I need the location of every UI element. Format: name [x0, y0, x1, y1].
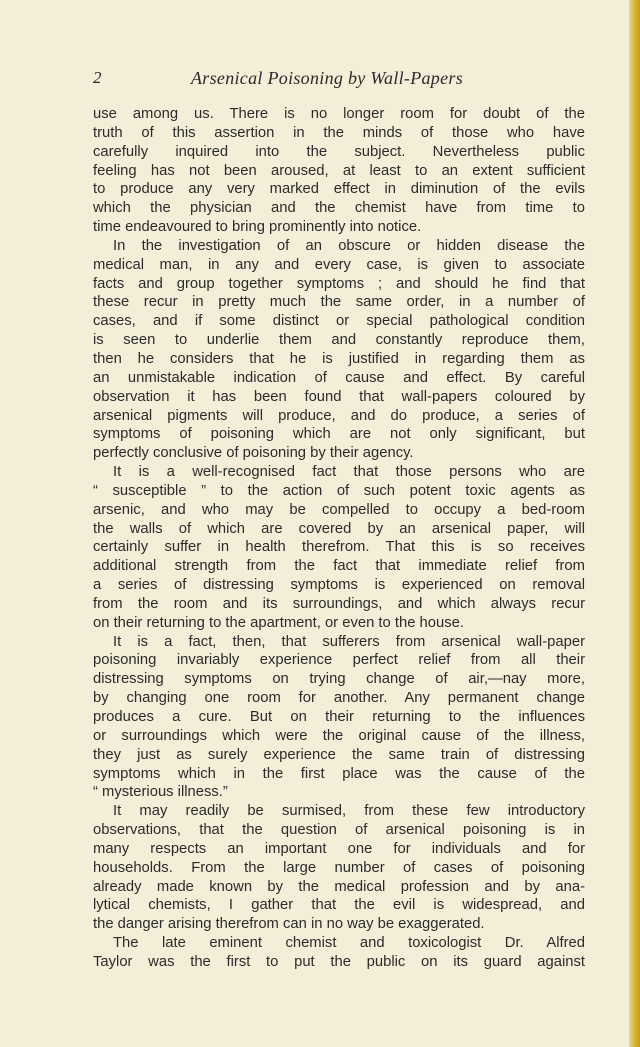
text-line: use among us. There is no longer room for doubt of the: [93, 106, 585, 122]
paragraph-start-line: It is a fact, then, that sufferers from arsenical wall-paper: [113, 633, 585, 650]
text-line: carefully inquired into the subject. Nevertheless public: [93, 143, 585, 160]
text-line: cases, and if some distinct or special pathological condition: [93, 313, 585, 330]
text-line: poisoning invariably experience perfect relief from all their: [93, 652, 585, 669]
text-line: already made known by the medical profession and by ana-: [93, 878, 585, 895]
text-line: observations, that the question of arsenical poisoning is in: [93, 822, 585, 839]
text-line: which the physician and the chemist have from time to: [93, 200, 585, 217]
text-line: truth of this assertion in the minds of those who have: [93, 124, 585, 141]
page-number: 2: [93, 68, 102, 87]
paragraph-start-line: It may readily be surmised, from these few introductory: [113, 803, 585, 820]
paragraph-start-line: In the investigation of an obscure or hidden disease the: [113, 237, 585, 254]
text-line: time endeavoured to bring prominently into notice.: [93, 219, 422, 236]
text-line: is seen to underlie them and constantly reproduce them,: [93, 332, 585, 349]
text-line: households. From the large number of cases of poisoning: [93, 859, 585, 876]
text-line: symptoms of poisoning which are not only significant, but: [93, 426, 585, 443]
paragraph-start-line: It is a well-recognised fact that those persons who are: [113, 464, 585, 481]
text-line: observation it has been found that wall-papers coloured by: [93, 388, 585, 405]
text-line: the walls of which are covered by an arsenical paper, will: [93, 520, 585, 537]
text-line: by changing one room for another. Any permanent change: [93, 690, 585, 707]
text-line: “ mysterious illness.”: [93, 784, 228, 801]
text-line: produces a cure. But on their returning to the influences: [93, 709, 585, 725]
text-line: symptoms which in the first place was the cause of the: [93, 765, 585, 782]
text-line: an unmistakable indication of cause and effect. By careful: [93, 369, 585, 386]
text-line: to produce any very marked effect in diminution of the evils: [93, 181, 585, 198]
text-line: perfectly conclusive of poisoning by their agency.: [93, 445, 414, 462]
text-line: feeling has not been aroused, at least to an extent sufficient: [93, 162, 585, 179]
text-line: medical man, in any and every case, is given to associate: [93, 256, 585, 273]
text-line: arsenic, and who may be compelled to occupy a bed-room: [93, 501, 585, 518]
text-line: Taylor was the first to put the public on its guard against: [93, 953, 585, 970]
text-line: many respects an important one for individuals and for: [93, 840, 585, 857]
text-line: these recur in pretty much the same order, in a number of: [93, 294, 585, 311]
text-line: they just as surely experience the same train of distressing: [93, 746, 585, 763]
running-title: Arsenical Poisoning by Wall-Papers: [191, 68, 464, 88]
text-line: lytical chemists, I gather that the evil is widespread, and: [93, 897, 585, 914]
page-header: [93, 68, 593, 92]
text-line: additional strength from the fact that immediate relief from: [93, 558, 585, 575]
paragraph-start-line: The late eminent chemist and toxicologist Dr. Alfred: [113, 935, 585, 952]
text-line: certainly suffer in health therefrom. That this is so receives: [93, 539, 585, 556]
text-line: distressing symptoms on trying change of air,—nay more,: [93, 671, 585, 688]
text-line: “ susceptible ” to the action of such potent toxic agents as: [93, 482, 585, 499]
text-line: arsenical pigments will produce, and do produce, a series of: [93, 407, 585, 424]
body-text: [93, 105, 585, 972]
text-line: from the room and its surroundings, and which always recur: [93, 595, 585, 612]
text-line: or surroundings which were the original cause of the illness,: [93, 727, 585, 744]
text-line: the danger arising therefrom can in no way be exaggerated.: [93, 916, 485, 933]
page-gilt-edge: [629, 0, 640, 1047]
text-line: facts and group together symptoms ; and should he find that: [93, 275, 585, 292]
text-line: then he considers that he is justified in regarding them as: [93, 350, 585, 367]
text-line: a series of distressing symptoms is experienced on removal: [93, 577, 585, 594]
text-line: on their returning to the apartment, or even to the house.: [93, 614, 464, 631]
